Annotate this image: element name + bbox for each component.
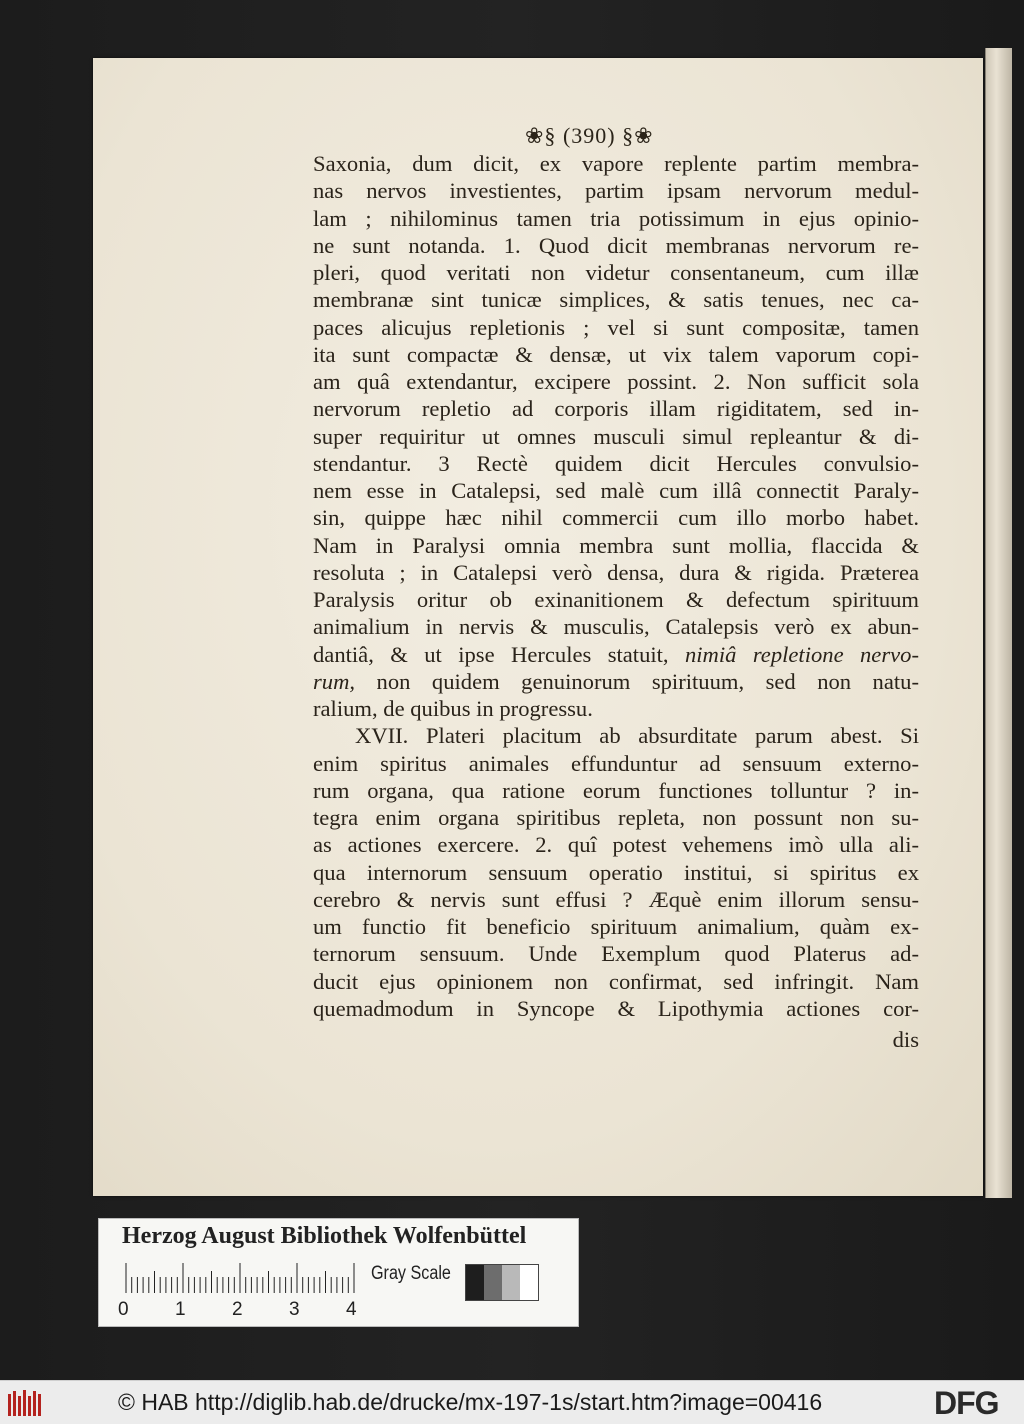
page-text [313,150,919,1053]
page-number-text: (390) [562,123,616,148]
text-line: qua internorum sensuum operatio institui, si spiritus ex [313,859,919,885]
italic-text: rum, [313,668,356,694]
ruler-digit: 3 [289,1299,300,1320]
text-line: ralium, de quibus in progressu. [313,696,593,721]
text-line: pleri, quod veritati non videtur consentaneum, cum illæ [313,260,919,285]
text-line: tegra enim organa spiritibus repleta, non possunt non su- [313,805,919,830]
text-line: Nam in Paralysi omnia membra sunt mollia, flaccida & [313,532,919,558]
gray-patch [520,1265,538,1300]
text-line: XVII. Plateri placitum ab absurditate parum abest. Si [355,723,919,749]
text-line: animalium in nervis & musculis, Catalepsis verò ex abun- [313,614,919,640]
text-line: lam ; nihilominus tamen tria potissimum in ejus opinio- [313,205,919,231]
page-stack-edge [985,48,1012,1198]
copyright-link[interactable]: © HAB http://diglib.hab.de/drucke/mx-197-1s/start.htm?image=00416 [118,1389,823,1415]
text-line: membranæ sint tunicæ simplices, & satis tenues, nec ca- [313,287,919,313]
text-line: resoluta ; in Catalepsi verò densa, dura & rigida. Præterea [313,559,919,585]
italic-text: nimiâ repletione nervo- [684,641,919,667]
text-line: Saxonia, dum dicit, ex vapore replente partim membra- [313,151,919,176]
text-line: dantiâ, & ut ipse Hercules statuit, [313,641,669,667]
text-line: ducit ejus opinionem non confirmat, sed infringit. Nam [313,968,919,994]
text-line: rum organa, qua ratione eorum functiones tolluntur ? in- [313,777,919,803]
text-line: ne sunt notanda. 1. Quod dicit membranas nervorum re- [313,232,919,258]
ruler [124,1263,360,1293]
ornament-right-icon: §❀ [615,123,654,148]
text-line: um functio fit beneficio spirituum animalium, quàm ex- [313,914,919,939]
gray-patch [484,1265,502,1300]
text-line: am quâ extendantur, excipere possint. 2. Non sufficit sola [313,369,919,394]
text-line: Paralysis oritur ob exinanitionem & defectum spirituum [313,587,919,612]
scale-card [98,1218,579,1327]
text-line: super requiritur ut omnes musculi simul repleantur & di- [313,423,919,449]
text-line: nem esse in Catalepsi, sed malè cum illâ connectit Paraly- [313,478,919,503]
library-title: Herzog August Bibliothek Wolfenbüttel [122,1223,527,1249]
text-line: ita sunt compactæ & densæ, ut vix talem vaporum copi- [313,341,919,367]
ruler-digit: 0 [118,1299,129,1320]
text-line: paces alicujus repletionis ; vel si sunt compositæ, tamen [313,314,919,340]
page-number [525,123,695,149]
text-line: quemadmodum in Syncope & Lipothymia actiones cor- [313,995,919,1021]
ruler-digit: 1 [175,1299,186,1320]
text-line: nas nervos investientes, partim ipsam nervorum medul- [313,178,919,204]
text-line: non quidem genuinorum spirituum, sed non natu- [376,668,919,694]
gray-scale-patches [465,1264,539,1301]
ruler-digit: 4 [346,1299,357,1320]
ruler-digit: 2 [232,1299,243,1320]
text-line: as actiones exercere. 2. quî potest vehemens imò ulla ali- [313,832,919,858]
ruler-digits [118,1299,378,1323]
gray-scale-label: Gray Scale [371,1263,451,1284]
text-line: stendantur. 3 Rectè quidem dicit Hercules convulsio- [313,450,919,476]
text-line: ternorum sensuum. Unde Exemplum quod Platerus ad- [313,941,919,967]
text-line: enim spiritus animales effunduntur ad sensuum externo- [313,750,919,776]
text-line: sin, quippe hæc nihil commercii cum illo morbo habet. [313,505,919,531]
dfg-logo: DFG [934,1385,999,1421]
text-line: cerebro & nervis sunt effusi ? Æquè enim illorum sensu- [313,886,919,912]
gray-patch [466,1265,484,1300]
text-line: nervorum repletio ad corporis illam rigiditatem, sed in- [313,396,919,422]
hab-logo-icon [6,1388,46,1418]
ornament-left-icon: ❀§ [525,123,563,148]
catchword: dis [892,1027,919,1052]
footer-bar [0,1380,1024,1424]
gray-patch [502,1265,520,1300]
